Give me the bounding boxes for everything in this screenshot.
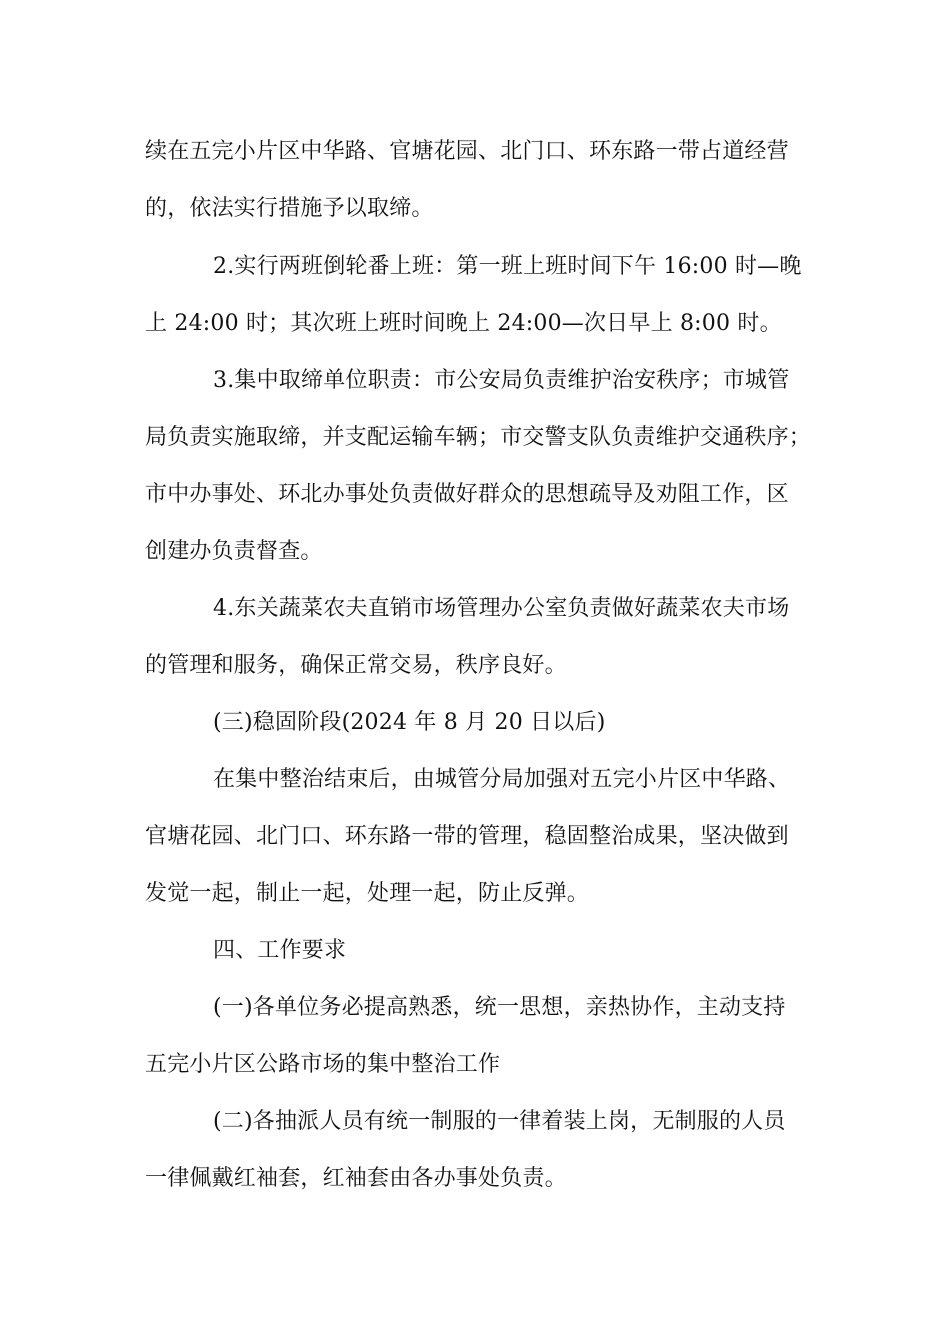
text-line: 一律佩戴红袖套，红袖套由各办事处负责。	[145, 1166, 567, 1191]
section-heading: 四、工作要求	[213, 938, 347, 963]
text-line: 2.实行两班倒轮番上班：第一班上班时间下午 16:00 时—晚	[213, 254, 802, 279]
section-heading: (三)稳固阶段(2024 年 8 月 20 日以后)	[213, 710, 606, 735]
text-line: 4.东关蔬菜农夫直销市场管理办公室负责做好蔬菜农夫市场	[213, 596, 790, 621]
text-line: 五完小片区公路市场的集中整治工作	[145, 1052, 501, 1077]
text-line: (二)各抽派人员有统一制服的一律着装上岗，无制服的人员	[213, 1109, 786, 1134]
text-line: 发觉一起，制止一起，处理一起，防止反弹。	[145, 881, 590, 906]
text-line: 的，依法实行措施予以取缔。	[145, 196, 434, 221]
text-line: 在集中整治结束后，由城管分局加强对五完小片区中华路、	[213, 767, 791, 792]
text-line: 续在五完小片区中华路、官塘花园、北门口、环东路一带占道经营	[145, 139, 789, 164]
text-line: 市中办事处、环北办事处负责做好群众的思想疏导及劝阻工作，区	[145, 482, 789, 507]
text-line: 上 24:00 时；其次班上班时间晚上 24:00—次日早上 8:00 时。	[145, 311, 782, 336]
text-line: 3.集中取缔单位职责：市公安局负责维护治安秩序；市城管	[213, 368, 790, 393]
text-line: (一)各单位务必提高熟悉，统一思想，亲热协作，主动支持	[213, 995, 786, 1020]
text-line: 的管理和服务，确保正常交易，秩序良好。	[145, 653, 567, 678]
text-line: 局负责实施取缔，并支配运输车辆；市交警支队负责维护交通秩序；	[145, 425, 812, 450]
text-line: 创建办负责督查。	[145, 539, 323, 564]
text-line: 官塘花园、北门口、环东路一带的管理，稳固整治成果，坚决做到	[145, 824, 789, 849]
